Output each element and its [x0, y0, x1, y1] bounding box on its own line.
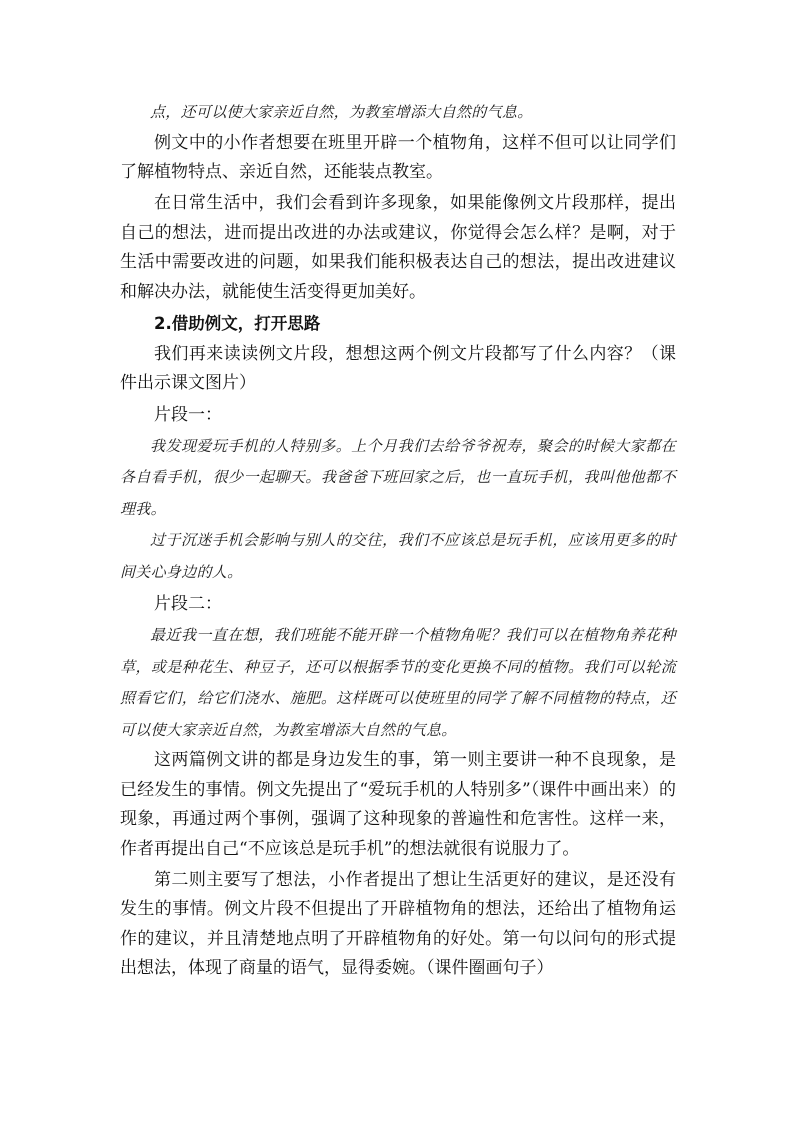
- excerpt-one-paragraph-b: 过于沉迷手机会影响与别人的交往，我们不应该总是玩手机，应该用更多的时间关心身边的人。: [120, 531, 676, 581]
- document-body: [120, 97, 676, 984]
- paragraph-analysis-one: 这两篇例文讲的都是身边发生的事，第一则主要讲一种不良现象，是已经发生的事情。例文先提出了“爱玩手机的人特别多”（课件中画出来）的现象，再通过两个事例，强调了这种现象的普遍性和危害性。这样一来，作者再提出自己“不应该总是玩手机”的想法就很有说服力了。: [120, 750, 676, 859]
- paragraph-daily-life: 在日常生活中，我们会看到许多现象，如果能像例文片段那样，提出自己的想法，进而提出改进的办法或建议，你觉得会怎么样？是啊，对于生活中需要改进的问题，如果我们能积极表达自己的想法，提出改进建议和解决办法，就能使生活变得更加美好。: [120, 193, 676, 302]
- paragraph-read-excerpts: 我们再来读读例文片段，想想这两个例文片段都写了什么内容？（课件出示课文图片）: [120, 343, 676, 393]
- excerpt-one-paragraph-a: 我发现爱玩手机的人特别多。上个月我们去给爷爷祝寿，聚会的时候大家都在各自看手机，很少一起聊天。我爸爸下班回家之后，也一直玩手机，我叫他他都不理我。: [120, 436, 676, 518]
- continued-excerpt-line: 点，还可以使大家亲近自然，为教室增添大自然的气息。: [150, 103, 533, 121]
- section-heading: 2.借助例文，打开思路: [154, 313, 321, 333]
- paragraph-plant-corner-summary: 例文中的小作者想要在班里开辟一个植物角，这样不但可以让同学们了解植物特点、亲近自然，还能装点教室。: [120, 132, 676, 182]
- excerpt-two-label: 片段二：: [154, 594, 222, 614]
- excerpt-two-paragraph: 最近我一直在想，我们班能不能开辟一个植物角呢？我们可以在植物角养花种草，或是种花生、种豆子，还可以根据季节的变化更换不同的植物。我们可以轮流照看它们，给它们浇水、施肥。这样既可以使班里的同学了解不同植物的特点，还可以使大家亲近自然，为教室增添大自然的气息。: [120, 626, 676, 739]
- paragraph-analysis-two: 第二则主要写了想法，小作者提出了想让生活更好的建议，是还没有发生的事情。例文片段不但提出了开辟植物角的想法，还给出了植物角运作的建议，并且清楚地点明了开辟植物角的好处。第一句以问句的形式提出想法，体现了商量的语气，显得委婉。（课件圈画句子）: [120, 869, 676, 978]
- excerpt-one-label: 片段一：: [154, 404, 222, 425]
